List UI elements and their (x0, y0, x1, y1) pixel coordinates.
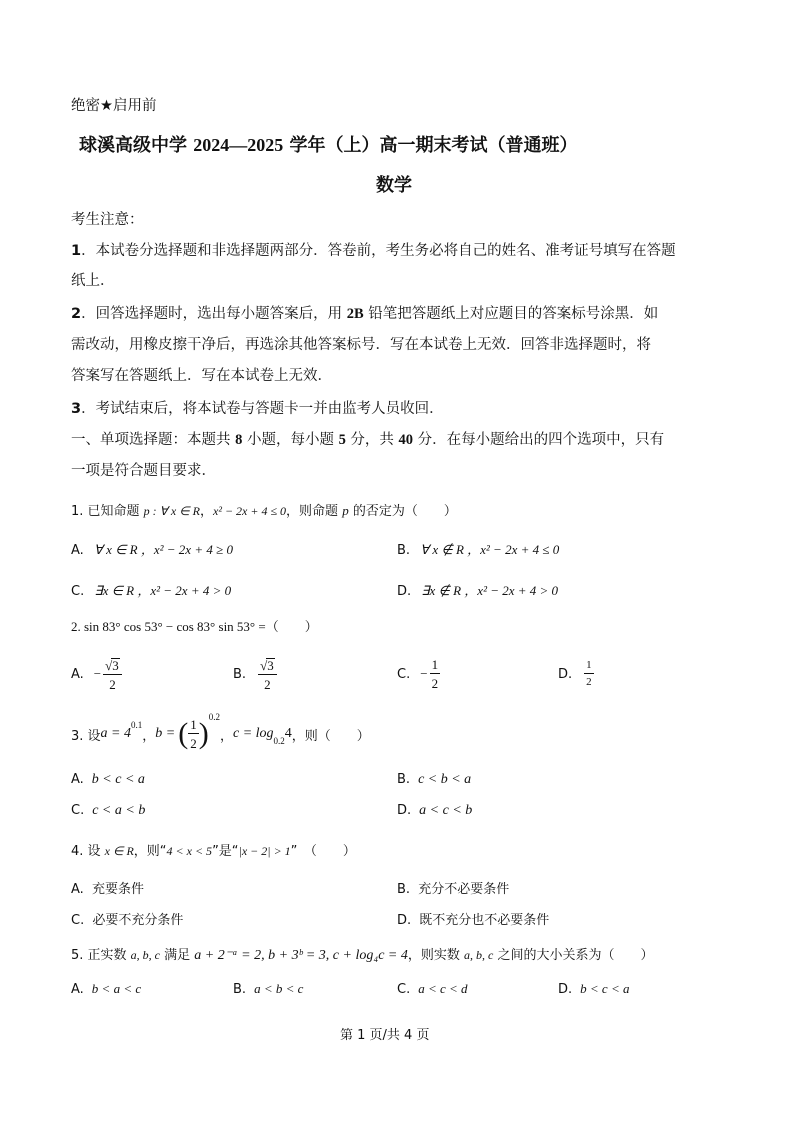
q3-option-b (397, 772, 471, 788)
notice-item1-text: ．本试卷分选择题和非选择题两部分．答卷前，考生务必将自己的姓名、准考证号填写在答题 (81, 243, 676, 259)
q1-option-b (397, 539, 559, 558)
q3-c-base: 0.2 (273, 736, 285, 746)
q3-b-numerator: 1 (190, 717, 197, 732)
q1-option-c-label: C. (71, 584, 85, 599)
q1-option-c-text: ∃x ∈ R ，x² − 2x + 4 > 0 (94, 583, 232, 598)
q4-mid-1: ，则“ (133, 844, 167, 859)
q3-b-definition: b = (155, 726, 176, 741)
q2-option-b-numerator: 3 (267, 657, 274, 673)
section1-text-a: 一、单项选择题：本题共 (71, 432, 236, 448)
q4-option-d-label: D. (397, 913, 412, 928)
q5-suffix: 之间的大小关系为（ ） (493, 948, 654, 963)
q2-option-a-label: A. (71, 666, 84, 682)
q3-left-paren: ( (178, 717, 189, 750)
q4-option-c (71, 909, 183, 928)
q5-variables-2: a, b, c (464, 948, 494, 962)
notice-item2-number: 2 (71, 306, 82, 322)
q1-proposition: p : ∀ x ∈ R (143, 504, 200, 518)
q4-option-c-text: 必要不充分条件 (92, 913, 184, 928)
notice-item1-line2: 纸上． (71, 273, 115, 289)
q2-option-b-denominator: 2 (264, 676, 271, 692)
notice-item3-line1 (71, 397, 444, 418)
q4-option-d (397, 909, 549, 928)
q1-option-d (397, 580, 558, 599)
notice-item2-line2: 需改动，用橡皮擦干净后，再选涂其他答案标号．写在本试卷上无效．回答非选择题时，将 (71, 337, 651, 353)
q3-option-d-label: D. (397, 803, 412, 818)
q5-mid: 满足 (160, 948, 195, 963)
q2-option-d-label: D. (558, 666, 573, 682)
notice-item3-number: 3 (71, 401, 82, 417)
q2-option-a-sign: − (93, 666, 102, 681)
q5-option-a-label: A. (71, 982, 84, 997)
section1-line1 (71, 428, 664, 449)
q1-mid: ，则命题 (286, 504, 343, 519)
notice-item2-text-a: ．回答选择题时，选出每小题答案后，用 (81, 306, 347, 322)
q4-stem (71, 840, 356, 859)
q3-option-a-label: A. (71, 772, 84, 787)
q5-option-d-label: D. (558, 982, 573, 997)
q5-option-b-label: B. (233, 982, 247, 997)
q5-option-c-text: a < c < d (418, 981, 468, 996)
q1-option-c (71, 580, 231, 599)
q3-option-c-label: C. (71, 803, 85, 818)
q4-range: 4 < x < 5 (166, 844, 213, 858)
title-years: 2024—2025 (193, 135, 284, 155)
subject-title: 数学 (376, 175, 412, 196)
q2-option-b-label: B. (233, 666, 247, 682)
q2-option-c-denominator: 2 (431, 676, 439, 691)
section1-points-total: 40 (398, 432, 414, 448)
q2-option-c (397, 652, 440, 696)
q5-mid-2: ，则实数 (407, 948, 465, 963)
section1-count: 8 (235, 432, 243, 448)
q5-option-a (71, 981, 141, 997)
q3-option-a (71, 772, 145, 788)
q3-b-exponent: 0.2 (208, 712, 220, 722)
notice-item1-line1 (71, 239, 676, 260)
q2-option-d-fraction (584, 660, 594, 688)
q3-comma-1: ， (142, 728, 156, 744)
q1-stem (71, 500, 457, 519)
q3-b-denominator: 2 (190, 736, 197, 751)
page-number: 第 1 页/共 4 页 (340, 1028, 430, 1043)
q5-option-d-text: b < c < a (580, 981, 630, 996)
q3-option-b-text: c < b < a (418, 772, 472, 787)
q5-option-b-text: a < b < c (254, 981, 304, 996)
q3-option-c (71, 803, 145, 819)
section1-text-b: 小题，每小题 (242, 432, 339, 448)
q4-option-a-label: A. (71, 882, 84, 897)
q3-right-paren: ) (198, 717, 209, 750)
q3-suffix: ，则（ ） (291, 728, 370, 744)
title-part1: 球溪高级中学 (79, 135, 194, 156)
q1-option-b-label: B. (397, 543, 411, 558)
q2-option-d-numerator: 1 (584, 660, 594, 674)
q2-stem: 2. sin 83° cos 53° − cos 83° sin 53° =（ ） (71, 619, 318, 634)
q1-option-b-text: ∀ x ∉ R ，x² − 2x + 4 ≤ 0 (420, 542, 560, 557)
q3-stem (71, 712, 370, 756)
q5-variables: a, b, c (130, 948, 160, 962)
q1-option-a-label: A. (71, 543, 84, 558)
q1-option-a-text: ∀ x ∈ R ，x² − 2x + 4 ≥ 0 (93, 542, 233, 557)
confidential-label: 绝密★启用前 (71, 98, 157, 114)
q2-option-a-denominator: 2 (109, 676, 116, 692)
notice-item1-number: 1 (71, 243, 82, 259)
q1-option-d-text: ∃x ∉ R ，x² − 2x + 4 > 0 (421, 583, 559, 598)
q4-option-b-label: B. (397, 882, 411, 897)
q3-option-c-text: c < a < b (92, 803, 146, 818)
q5-option-b (233, 981, 303, 997)
q2-option-a (71, 652, 122, 696)
q1-p: p (342, 503, 349, 518)
q1-option-d-label: D. (397, 584, 412, 599)
q4-absolute-value: |x − 2| > 1 (238, 844, 291, 858)
q3-c-definition: c = log (232, 726, 274, 741)
q5-stem (71, 944, 653, 964)
q4-option-a-text: 充要条件 (91, 882, 144, 897)
section1-text-c: 分，共 (345, 432, 399, 448)
q5-option-c-label: C. (397, 982, 411, 997)
q2-option-d (558, 652, 594, 696)
q4-option-d-text: 既不充分也不必要条件 (419, 913, 550, 928)
q4-suffix: ” （ ） (290, 844, 356, 859)
q3-option-a-text: b < c < a (91, 772, 145, 787)
section1-points-each: 5 (338, 432, 346, 448)
notice-item2-line3: 答案写在答题纸上．写在本试卷上无效． (71, 368, 332, 384)
q5-option-a-text: b < a < c (91, 981, 142, 996)
section1-text-d: 分．在每小题给出的四个选项中，只有 (413, 432, 665, 448)
title-part2: 学年（上）高一期末考试（普通班） (283, 135, 578, 156)
q2-option-b (233, 652, 277, 696)
q2-option-b-fraction: $\frac{√3}{2}$ (258, 658, 277, 691)
q3-a-definition: a = 4 (100, 726, 131, 741)
q3-option-d-text: a < c < b (419, 803, 473, 818)
q1-separator: ， (200, 504, 214, 519)
notice-item2-pencil: 2B (346, 306, 364, 322)
q4-option-b-text: 充分不必要条件 (418, 882, 510, 897)
notice-item2-text-c: 铅笔把答题纸上对应题目的答案标号涂黑．如 (363, 306, 659, 322)
exam-title (79, 131, 578, 157)
q3-c-value: 4 (284, 726, 292, 741)
q2-option-c-sign: − (420, 666, 428, 681)
q5-prefix: 5. 正实数 (71, 948, 131, 963)
q1-expression: x² − 2x + 4 ≤ 0 (213, 504, 287, 518)
q5-option-d (558, 981, 629, 997)
q4-prefix: 4. 设 (71, 844, 105, 859)
q1-prefix: 1. 已知命题 (71, 504, 144, 519)
q3-comma-2: ， (219, 728, 233, 744)
q3-a-exponent: 0.1 (131, 720, 143, 730)
q2-option-a-fraction: $\frac{√3}{2}$ (103, 658, 122, 691)
notice-item3-text: ．考试结束后，将本试卷与答题卡一并由监考人员收回． (81, 401, 444, 417)
q5-option-c (397, 981, 468, 997)
q2-option-c-numerator: 1 (431, 657, 439, 672)
q4-option-c-label: C. (71, 913, 85, 928)
q2-option-d-denominator: 2 (586, 676, 592, 688)
notice-heading: 考生注意： (71, 212, 144, 228)
q4-option-b (397, 878, 509, 897)
q4-mid-2: ”是“ (212, 844, 239, 859)
q5-equations: a + 2⁻ᵃ = 2, b + 3ᵇ = 3, c + log₄c = 4 (194, 948, 408, 963)
q3-option-d (397, 803, 472, 819)
q2-option-c-label: C. (397, 666, 411, 682)
section1-line2: 一项是符合题目要求． (71, 463, 216, 479)
q1-option-a (71, 539, 233, 558)
q3-b-fraction (188, 718, 199, 750)
q2-option-a-numerator: 3 (112, 657, 119, 673)
notice-item2-line1 (71, 302, 658, 323)
q2-option-c-fraction (430, 658, 441, 690)
q4-option-a (71, 878, 144, 897)
q1-suffix: 的否定为（ ） (348, 504, 457, 519)
q4-condition: x ∈ R (104, 844, 134, 858)
q3-option-b-label: B. (397, 772, 411, 787)
q3-prefix: 3. 设 (71, 728, 101, 744)
